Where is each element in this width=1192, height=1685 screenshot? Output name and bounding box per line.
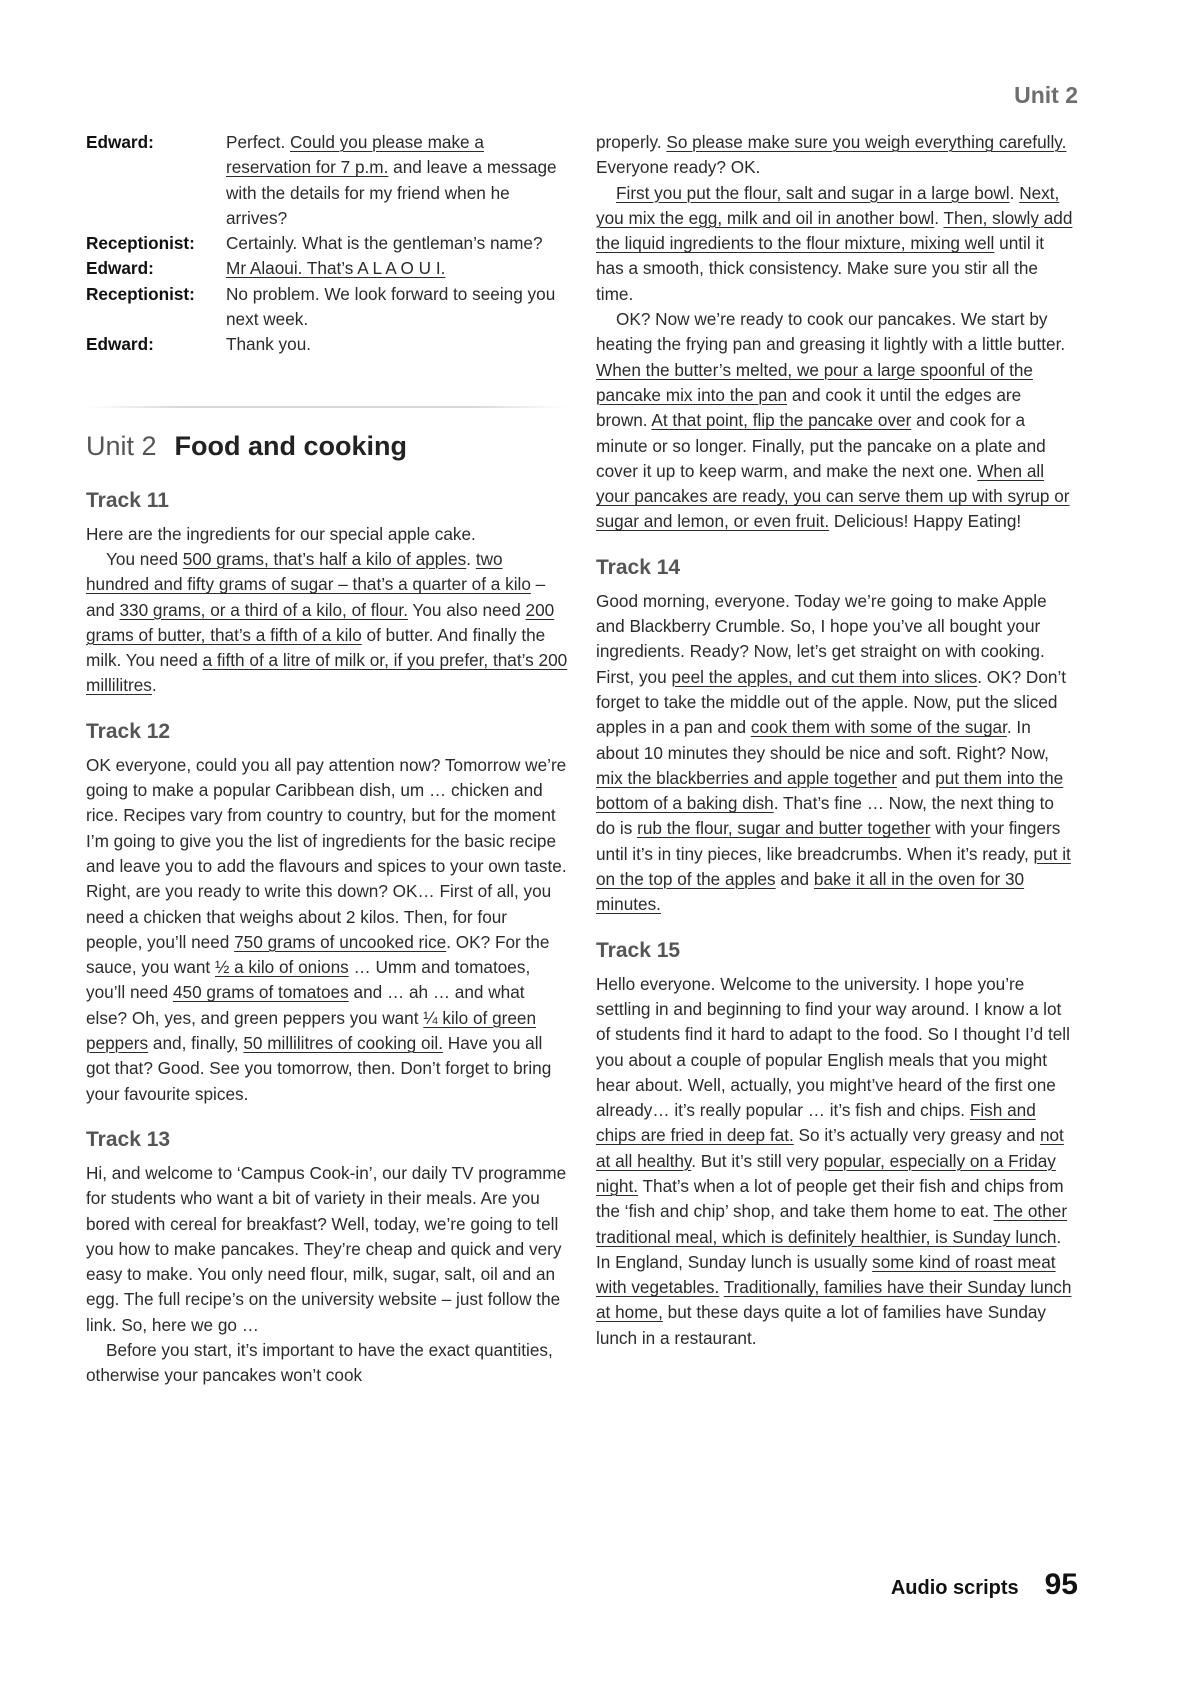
- page-footer: [891, 1568, 1078, 1602]
- text-run: until it has a smooth, thick consistency. Make sure you stir all the time.: [596, 233, 1045, 304]
- underlined-key-phrase: 50 millilitres of cooking oil.: [243, 1033, 443, 1054]
- underlined-key-phrase: popular, especially on a Friday night.: [596, 1150, 1056, 1196]
- text-run: of butter. And finally the milk. You need: [86, 624, 546, 671]
- speaker-label: Receptionist:: [86, 283, 195, 304]
- underlined-key-phrase: Traditionally, families have their Sunday lunch at home,: [596, 1277, 1072, 1323]
- underlined-key-phrase: ½ a kilo of onions: [214, 957, 349, 978]
- track-heading: Track 12: [86, 719, 171, 743]
- track-12: [86, 719, 568, 1107]
- track-13: [86, 1127, 568, 1389]
- dialogue-line: [86, 231, 568, 256]
- text-run: properly.: [596, 132, 667, 152]
- text-run: Everyone ready? OK.: [596, 157, 761, 178]
- unit-name: Food and cooking: [174, 430, 408, 461]
- track-paragraph: [596, 130, 1076, 181]
- track-paragraph: [596, 181, 1076, 307]
- text-run: and cook it until the edges are brown.: [596, 384, 1022, 431]
- underlined-key-phrase: mix the blackberries and apple together: [596, 767, 897, 788]
- speaker-label: Edward:: [86, 258, 154, 279]
- track-paragraph: [86, 522, 568, 547]
- text-run: . OK? For the sauce, you want: [86, 931, 550, 978]
- underlined-key-phrase: some kind of roast meat with vegetables.: [596, 1251, 1056, 1298]
- text-run: and: [775, 869, 814, 890]
- dialogue-line: [86, 282, 568, 333]
- speaker-label: Edward:: [86, 334, 154, 355]
- running-header: Unit 2: [1014, 82, 1078, 108]
- underlined-key-phrase: put it on the top of the apples: [596, 843, 1071, 890]
- text-run: … Umm and tomatoes, you’ll need: [86, 957, 531, 1003]
- underlined-key-phrase: 450 grams of tomatoes: [172, 982, 349, 1003]
- right-column: [596, 130, 1076, 1371]
- text-run: Perfect.: [226, 132, 290, 152]
- text-run: . OK? Don’t forget to take the middle out of the apple. Now, put the sliced apples in a pan and: [596, 666, 1067, 738]
- dialogue-text: [226, 282, 568, 333]
- text-run: and leave a message with the details for my friend when he arrives?: [226, 157, 557, 228]
- underlined-key-phrase: peel the apples, and cut them into slices: [671, 666, 978, 687]
- track-14: [596, 555, 1076, 918]
- track-paragraph: [596, 972, 1076, 1351]
- dialogue-line: [86, 256, 568, 281]
- text-run: . In England, Sunday lunch is usually: [596, 1226, 1062, 1272]
- text-run: OK everyone, could you all pay attention now? Tomorrow we’re going to make a popular Caribbean dish, um … chicken and rice. Recipes vary from country to country, but for the moment I’m going to give you the list of ingredients for the basic recipe and leave you to add the flavours and spices to your own taste. Right, are you ready to write this down? OK… First of all, you need a chicken that weighs about 2 kilos. Then, for four people, you’ll need: [86, 754, 567, 952]
- dialogue-line: [86, 332, 568, 357]
- text-run: Have you all got that? Good. See you tomorrow, then. Don’t forget to bring your favourite spices.: [86, 1033, 552, 1104]
- dialogue: [86, 130, 568, 358]
- text-run: . But it’s still very: [691, 1150, 824, 1171]
- text-run: You also need: [407, 599, 526, 620]
- text-run: Delicious! Happy Eating!: [829, 511, 1022, 532]
- dialogue-text: [226, 130, 568, 231]
- text-run: You need: [106, 548, 183, 569]
- text-run: .: [934, 207, 944, 228]
- text-run: . In about 10 minutes they should be nice and soft. Right? Now,: [596, 717, 1049, 763]
- underlined-key-phrase: bake it all in the oven for 30 minutes.: [596, 869, 1025, 915]
- text-run: So it’s actually very greasy and: [793, 1125, 1040, 1146]
- text-run: – and: [86, 574, 546, 620]
- text-run: with your fingers until it’s in tiny pieces, like breadcrumbs. When it’s ready,: [596, 818, 1061, 864]
- underlined-key-phrase: put them into the bottom of a baking dish: [596, 767, 1064, 814]
- track-paragraph: [86, 1338, 568, 1389]
- text-run: and, finally,: [148, 1033, 244, 1054]
- text-run: Before you start, it’s important to have the exact quantities, otherwise your pancakes won’t cook: [86, 1339, 553, 1386]
- text-run: .: [151, 675, 157, 696]
- unit-number: Unit 2: [86, 430, 157, 461]
- text-run: and: [896, 767, 936, 788]
- underlined-key-phrase: So please make sure you weigh everything carefully.: [666, 132, 1067, 152]
- section-divider: [86, 406, 568, 408]
- text-run: No problem. We look forward to seeing you next week.: [226, 283, 556, 330]
- track-11: [86, 488, 568, 699]
- track-paragraph: [86, 547, 568, 699]
- track-heading: Track 15: [596, 938, 681, 962]
- text-run: Good morning, everyone. Today we’re going to make Apple and Blackberry Crumble. So, I hope you’ve all bought your ingredients. Ready? Now, let’s get straight on with cooking. First, you: [596, 590, 1047, 687]
- track-13-continued: [596, 130, 1076, 535]
- underlined-key-phrase: Next, you mix the egg, milk and oil in another bowl: [596, 182, 1060, 228]
- underlined-key-phrase: ¼ kilo of green peppers: [86, 1007, 537, 1054]
- track-paragraph: [86, 1161, 568, 1338]
- page-number: 95: [1044, 1568, 1078, 1601]
- text-run: Certainly. What is the gentleman’s name?: [226, 233, 543, 254]
- dialogue-text: [226, 231, 568, 256]
- footer-section-label: Audio scripts: [890, 1577, 1019, 1599]
- underlined-key-phrase: a fifth of a litre of milk or, if you prefer, that’s 200 millilitres: [86, 650, 568, 696]
- underlined-key-phrase: At that point, flip the pancake over: [651, 410, 912, 431]
- text-run: .: [1009, 182, 1020, 203]
- speaker-label: Receptionist:: [86, 233, 195, 254]
- track-heading: Track 14: [596, 555, 681, 579]
- underlined-key-phrase: cook them with some of the sugar: [750, 717, 1007, 738]
- text-run: That’s when a lot of people get their fish and chips from the ‘fish and chip’ shop, and take them home to eat.: [596, 1175, 1064, 1222]
- text-run: .: [466, 548, 476, 569]
- underlined-key-phrase: 750 grams of uncooked rice: [234, 931, 447, 952]
- underlined-key-phrase: not at all healthy: [596, 1125, 1064, 1171]
- underlined-key-phrase: Fish and chips are fried in deep fat.: [596, 1100, 1036, 1146]
- underlined-key-phrase: 200 grams of butter, that’s a fifth of a kilo: [86, 599, 555, 645]
- underlined-key-phrase: two hundred and fifty grams of sugar – that’s a quarter of a kilo: [86, 548, 531, 595]
- text-run: Thank you.: [226, 334, 312, 355]
- dialogue-text: [226, 332, 568, 357]
- track-15: [596, 938, 1076, 1351]
- underlined-key-phrase: 330 grams, or a third of a kilo, of flour.: [119, 599, 408, 620]
- text-run: and … ah … and what else? Oh, yes, and green peppers you want: [86, 982, 525, 1028]
- dialogue-line: [86, 130, 568, 231]
- track-paragraph: [596, 589, 1076, 918]
- underlined-key-phrase: When all your pancakes are ready, you can serve them up with syrup or sugar and lemon, or even fruit.: [596, 460, 1070, 532]
- speaker-label: Edward:: [86, 132, 154, 152]
- underlined-key-phrase: Then, slowly add the liquid ingredients to the flour mixture, mixing well: [596, 207, 1073, 254]
- track-paragraph: [86, 753, 568, 1107]
- underlined-key-phrase: When the butter’s melted, we pour a large spoonful of the pancake mix into the pan: [596, 359, 1033, 405]
- text-run: . That’s fine … Now, the next thing to do is: [596, 793, 1054, 839]
- text-run: OK? Now we’re ready to cook our pancakes. We start by heating the frying pan and greasing it lightly with a little butter.: [596, 309, 1066, 355]
- underlined-key-phrase: First you put the flour, salt and sugar in a large bowl: [616, 182, 1010, 203]
- underlined-key-phrase: Mr Alaoui. That’s A L A O U I.: [226, 258, 446, 279]
- text-run: Hi, and welcome to ‘Campus Cook-in’, our daily TV programme for students who want a bit of variety in their meals. Are you bored with cereal for breakfast? Well, today, we’re going to tell you how to make pancakes. They’re cheap and quick and very easy to make. You only need flour, milk, sugar, salt, oil and an egg. The full recipe’s on the university website – just follow the link. So, here we go …: [86, 1162, 567, 1335]
- text-run: Hello everyone. Welcome to the university. I hope you’re settling in and beginning to find your way around. I know a lot of students find it hard to adapt to the food. So I thought I’d tell you about a couple of popular English meals that you might hear about. Well, actually, you might’ve heard of the first one already… it’s really popular … it’s fish and chips.: [596, 973, 1070, 1121]
- track-paragraph: [596, 307, 1076, 535]
- unit-title: [86, 430, 568, 462]
- left-column: [86, 130, 568, 1409]
- track-heading: Track 13: [86, 1127, 171, 1151]
- dialogue-text: [226, 256, 568, 281]
- underlined-key-phrase: rub the flour, sugar and butter together: [637, 818, 931, 839]
- underlined-key-phrase: The other traditional meal, which is definitely healthier, is Sunday lunch: [596, 1201, 1068, 1247]
- underlined-key-phrase: 500 grams, that’s half a kilo of apples: [182, 548, 467, 569]
- track-heading: Track 11: [86, 488, 169, 512]
- underlined-key-phrase: Could you please make a reservation for 7 p.m.: [226, 132, 484, 178]
- text-run: Here are the ingredients for our special apple cake.: [86, 523, 476, 544]
- text-run: but these days quite a lot of families have Sunday lunch in a restaurant.: [596, 1302, 1047, 1348]
- text-run: and cook for a minute or so longer. Finally, put the pancake on a plate and cover it up to keep warm, and make the next one.: [596, 410, 1046, 481]
